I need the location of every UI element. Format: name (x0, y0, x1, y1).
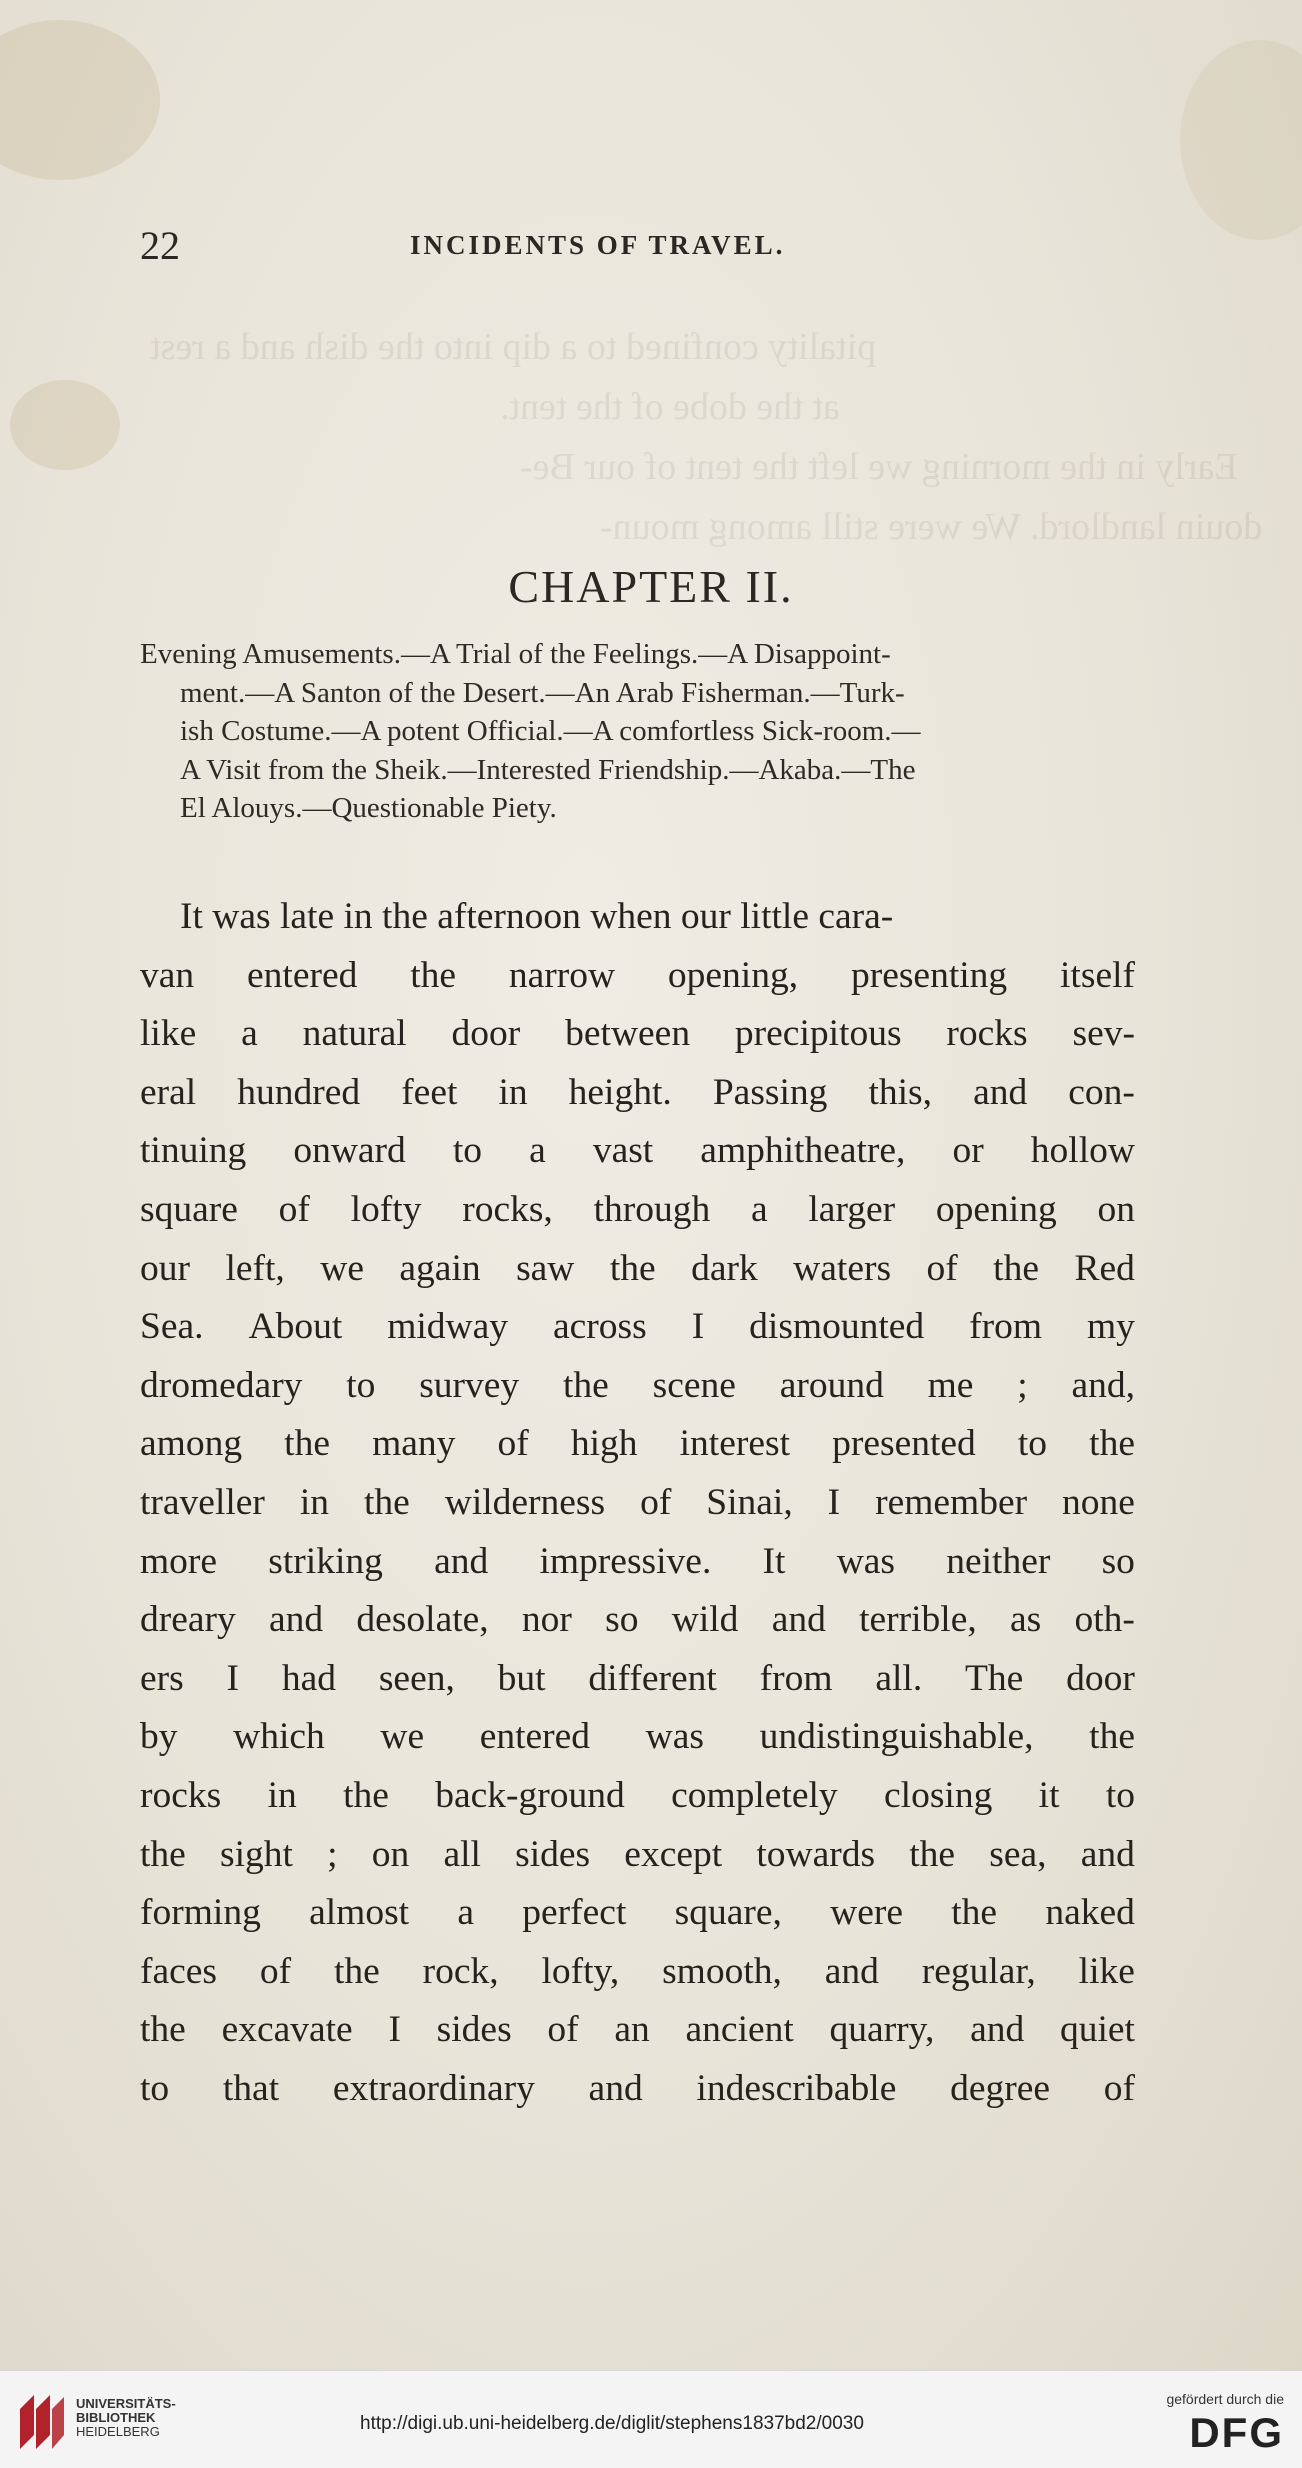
body-word: scene (652, 1364, 736, 1406)
body-word: had (281, 1657, 337, 1699)
body-word: quiet (1059, 2009, 1135, 2051)
body-word: quarry, (829, 2009, 935, 2051)
body-line (140, 888, 1135, 947)
body-word: that (222, 2067, 280, 2109)
body-word: square, (674, 1892, 782, 1934)
body-line-text: was late in the afternoon when our little cara- (202, 896, 894, 937)
body-word: again (399, 1247, 481, 1289)
body-word: onward (293, 1130, 406, 1172)
body-word: opening (935, 1188, 1057, 1230)
running-title: INCIDENTS OF TRAVEL. (410, 230, 786, 260)
body-word: but (497, 1657, 546, 1699)
library-name-line: BIBLIOTHEK (76, 2410, 156, 2425)
body-word: from (759, 1657, 833, 1699)
body-line (140, 1357, 1135, 1416)
body-line (140, 1943, 1135, 2002)
body-word: and (588, 2067, 643, 2109)
body-line (140, 1767, 1135, 1826)
body-word: door (451, 1013, 521, 1055)
body-line (140, 1240, 1135, 1299)
body-word: I (827, 1481, 841, 1523)
body-word: height. (568, 1071, 672, 1113)
synopsis-line: El Alouys.—Questionable Piety. (180, 792, 557, 824)
body-word: smooth, (662, 1950, 782, 1992)
body-word: nor (521, 1599, 572, 1641)
body-word: extraordinary (332, 2067, 535, 2109)
body-word: in (267, 1774, 297, 1816)
body-word: the (284, 1423, 330, 1465)
body-word: neither (946, 1540, 1051, 1582)
body-word: perfect (522, 1892, 627, 1934)
body-word: a (241, 1013, 258, 1055)
body-word: degree (950, 2067, 1050, 2109)
body-word: remember (875, 1481, 1028, 1523)
body-word: completely (671, 1774, 838, 1816)
bleed-through-text: Early in the morning we left the tent of our Be- (520, 446, 1238, 488)
body-word: dark (691, 1247, 758, 1289)
body-word: entered (479, 1716, 591, 1758)
body-word: con- (1068, 1071, 1135, 1113)
body-word: Passing (712, 1071, 828, 1113)
body-word: The (965, 1657, 1024, 1699)
body-line (140, 1005, 1135, 1064)
body-word: an (614, 2009, 650, 2051)
body-word: hollow (1030, 1130, 1135, 1172)
body-word: the (410, 954, 457, 996)
body-word: About (248, 1306, 343, 1348)
body-word: to (1105, 1774, 1135, 1816)
body-word: lofty (350, 1188, 422, 1230)
body-word: towards (756, 1833, 876, 1875)
body-word: closing (884, 1774, 993, 1816)
body-word: many (372, 1423, 456, 1465)
body-line (140, 1650, 1135, 1709)
body-word: dismounted (749, 1306, 925, 1348)
body-word: my (1087, 1306, 1135, 1348)
body-word: and (269, 1599, 324, 1641)
body-word: larger (808, 1188, 896, 1230)
body-word: the (140, 1833, 186, 1875)
body-word: vast (592, 1130, 654, 1172)
body-word: wild (671, 1599, 739, 1641)
body-line (140, 1181, 1135, 1240)
body-word: from (969, 1306, 1043, 1348)
body-line (140, 1064, 1135, 1123)
body-word: rock, (422, 1950, 499, 1992)
body-word: on (371, 1833, 410, 1875)
body-word: narrow (508, 954, 616, 996)
body-word: Sinai, (706, 1481, 793, 1523)
body-word: the (343, 1774, 389, 1816)
body-word: of (278, 1188, 310, 1230)
body-word: left, (225, 1247, 285, 1289)
bleed-through-text: at the dobe of the tent. (500, 386, 840, 428)
body-line (140, 1591, 1135, 1650)
body-word: the (333, 1950, 380, 1992)
body-word: traveller (140, 1481, 265, 1523)
body-word: all (443, 1833, 481, 1875)
body-word: and (434, 1540, 489, 1582)
body-word: ; (327, 1833, 338, 1875)
body-word: of (926, 1247, 958, 1289)
body-word: and (824, 1950, 879, 1992)
body-word: midway (387, 1306, 509, 1348)
body-word: Sea. (140, 1306, 204, 1348)
paper-stain (0, 20, 160, 180)
body-word: I (691, 1306, 705, 1348)
body-word: saw (516, 1247, 575, 1289)
body-word: and (970, 2009, 1025, 2051)
body-word: amphitheatre, (700, 1130, 906, 1172)
paper-stain (1180, 40, 1302, 240)
body-word: to (452, 1130, 483, 1172)
synopsis-line: ish Costume.—A potent Official.—A comfortless Sick-room.— (180, 715, 921, 747)
body-word: survey (419, 1364, 520, 1406)
body-word: sides (436, 2009, 512, 2051)
body-word: indescribable (696, 2067, 897, 2109)
chapter-synopsis (140, 635, 1130, 828)
body-word: dromedary (140, 1364, 303, 1406)
body-word: presented (832, 1423, 976, 1465)
body-word: so (1101, 1540, 1135, 1582)
body-word: to (346, 1364, 376, 1406)
body-word: itself (1060, 954, 1135, 996)
body-word: precipitous (734, 1013, 902, 1055)
body-word: faces (140, 1950, 218, 1992)
body-word: oth- (1074, 1599, 1135, 1641)
body-line (140, 2060, 1135, 2119)
body-word: was (836, 1540, 896, 1582)
body-word: the (1089, 1423, 1135, 1465)
body-word: we (380, 1716, 425, 1758)
body-word: the (1089, 1716, 1135, 1758)
permalink-url[interactable]: http://digi.ub.uni-heidelberg.de/diglit/stephens1837bd2/0030 (360, 2413, 864, 2434)
body-word: It (762, 1540, 786, 1582)
body-word: terrible, (859, 1599, 977, 1641)
body-word: it (1038, 1774, 1060, 1816)
body-word: tinuing (140, 1130, 247, 1172)
library-name-line: UNIVERSITÄTS- (76, 2396, 176, 2411)
library-logo-icon (14, 2389, 70, 2455)
body-word: and (1080, 1833, 1135, 1875)
body-word: were (830, 1892, 903, 1934)
body-word: except (624, 1833, 723, 1875)
body-word: sides (515, 1833, 591, 1875)
body-line (140, 947, 1135, 1006)
body-word: van (140, 954, 195, 996)
body-word: the (140, 2009, 186, 2051)
body-line (140, 1415, 1135, 1474)
body-word: ers (140, 1657, 184, 1699)
body-word: rocks, (462, 1188, 553, 1230)
bleed-through-text: pitality confined to a dip into the dish and a rest (150, 326, 877, 368)
synopsis-line: ment.—A Santon of the Desert.—An Arab Fisherman.—Turk- (180, 676, 905, 709)
body-word: different (588, 1657, 717, 1699)
body-word: striking (268, 1540, 383, 1582)
synopsis-line: Evening Amusements.—A Trial of the Feelings.—A Disappoint- (140, 638, 891, 670)
body-word: of (547, 2009, 579, 2051)
body-word: impressive. (539, 1540, 712, 1582)
body-word: and (771, 1599, 826, 1641)
body-word: forming (140, 1892, 261, 1934)
body-word: ancient (685, 2009, 794, 2051)
body-word: around (779, 1364, 884, 1406)
body-line (140, 1826, 1135, 1885)
body-word: seen, (378, 1657, 455, 1699)
body-word: and (973, 1071, 1028, 1113)
body-word: in (498, 1071, 528, 1113)
chapter-title: CHAPTER II. (508, 561, 794, 612)
funding-credit (1124, 2391, 1284, 2457)
body-word: and, (1071, 1364, 1135, 1406)
body-word: our (140, 1247, 190, 1289)
dfg-logo[interactable]: DFG (1189, 2409, 1284, 2456)
body-word: we (320, 1247, 364, 1289)
body-word: regular, (921, 1950, 1036, 1992)
body-word: square (140, 1188, 238, 1230)
body-word: through (593, 1188, 711, 1230)
dropcap: It (180, 896, 203, 937)
body-word: wilderness (444, 1481, 606, 1523)
body-word: across (553, 1306, 647, 1348)
library-name-line: HEIDELBERG (76, 2424, 160, 2439)
bleed-through-text: douin landlord. We were still among moun- (600, 506, 1263, 548)
body-word: excavate (221, 2009, 353, 2051)
body-line (140, 1474, 1135, 1533)
body-word: the (562, 1364, 609, 1406)
library-logo[interactable] (14, 2389, 214, 2459)
body-word: as (1010, 1599, 1042, 1641)
body-word: eral (140, 1071, 197, 1113)
body-word: was (645, 1716, 704, 1758)
body-line (140, 1122, 1135, 1181)
body-text (140, 888, 1135, 2118)
body-word: all. (875, 1657, 923, 1699)
viewer-footer (0, 2370, 1302, 2468)
body-word: of (259, 1950, 292, 1992)
body-word: the (609, 1247, 656, 1289)
body-word: this, (868, 1071, 933, 1113)
body-word: the (363, 1481, 410, 1523)
body-word: of (497, 1423, 529, 1465)
body-word: naked (1045, 1892, 1135, 1934)
library-name (76, 2397, 176, 2439)
body-word: sight (220, 1833, 293, 1875)
body-word: so (605, 1599, 639, 1641)
body-line (140, 2001, 1135, 2060)
body-word: high (570, 1423, 638, 1465)
body-word: hundred (237, 1071, 361, 1113)
body-word: on (1097, 1188, 1135, 1230)
body-word: between (565, 1013, 691, 1055)
body-word: or (952, 1130, 984, 1172)
body-word: dreary (140, 1599, 236, 1641)
body-word: back-ground (435, 1774, 625, 1816)
body-word: sea, (989, 1833, 1047, 1875)
body-word: among (140, 1423, 243, 1465)
body-word: rocks (946, 1013, 1028, 1055)
body-line (140, 1298, 1135, 1357)
body-word: none (1062, 1481, 1135, 1523)
body-line (140, 1884, 1135, 1943)
paper-stain (10, 380, 120, 470)
body-word: like (140, 1013, 197, 1055)
body-word: lofty, (541, 1950, 620, 1992)
body-word: me (927, 1364, 974, 1406)
body-word: ; (1017, 1364, 1028, 1406)
body-word: presenting (850, 954, 1008, 996)
body-line (140, 1533, 1135, 1592)
body-word: to (1017, 1423, 1048, 1465)
synopsis-line: A Visit from the Sheik.—Interested Friendship.—Akaba.—The (180, 753, 916, 786)
body-word: almost (309, 1892, 410, 1934)
body-word: I (226, 1657, 240, 1699)
body-word: feet (401, 1071, 458, 1113)
body-word: interest (679, 1423, 791, 1465)
body-word: desolate, (356, 1599, 489, 1641)
body-word: like (1078, 1950, 1135, 1992)
body-word: sev- (1072, 1013, 1135, 1055)
body-word: more (140, 1540, 218, 1582)
body-word: of (640, 1481, 672, 1523)
page-number: 22 (140, 223, 180, 268)
body-word: Red (1074, 1247, 1135, 1289)
body-word: natural (302, 1013, 407, 1055)
body-word: the (909, 1833, 956, 1875)
body-word: in (299, 1481, 330, 1523)
body-word: door (1066, 1657, 1135, 1699)
body-word: by (140, 1716, 178, 1758)
body-word: undistinguishable, (759, 1716, 1034, 1758)
body-word: I (388, 2009, 401, 2051)
body-word: to (140, 2067, 170, 2109)
body-word: opening, (667, 954, 799, 996)
body-word: a (750, 1188, 768, 1230)
body-word: a (457, 1892, 475, 1934)
body-word: rocks (140, 1774, 222, 1816)
funding-label: gefördert durch die (1166, 2391, 1284, 2407)
body-line (140, 1708, 1135, 1767)
body-word: the (993, 1247, 1039, 1289)
body-word: a (529, 1130, 546, 1172)
body-word: waters (793, 1247, 892, 1289)
body-word: which (233, 1716, 325, 1758)
body-word: entered (247, 954, 358, 996)
body-word: of (1103, 2067, 1135, 2109)
body-word: the (951, 1892, 998, 1934)
